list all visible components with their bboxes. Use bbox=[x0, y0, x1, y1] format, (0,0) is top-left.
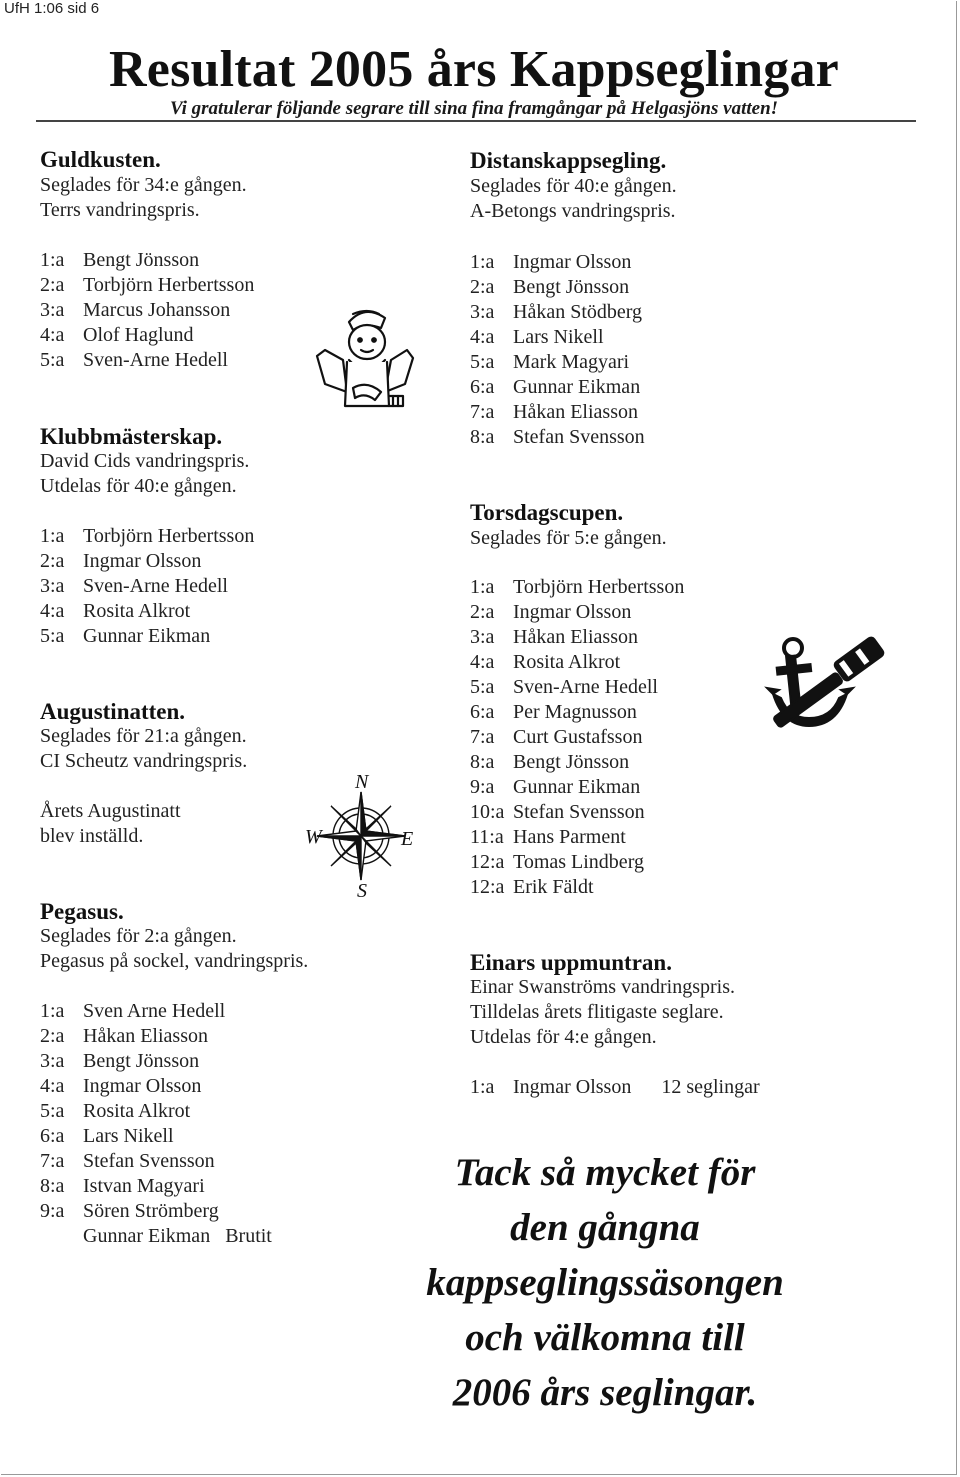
section-info: Seglades för 40:e gången. bbox=[470, 175, 677, 197]
result-place: 6:a bbox=[40, 1125, 65, 1147]
result-row bbox=[40, 574, 254, 599]
section-title-augustinatten: Augustinatten. bbox=[40, 699, 186, 724]
result-row bbox=[470, 400, 645, 425]
result-place: 4:a bbox=[40, 324, 65, 346]
result-row bbox=[40, 549, 254, 574]
result-name: Ingmar Olsson bbox=[83, 1075, 202, 1097]
result-place: 4:a bbox=[470, 326, 495, 348]
result-name: Bengt Jönsson bbox=[83, 1050, 200, 1072]
result-name: Erik Fäldt bbox=[513, 876, 594, 898]
section-note: Årets Augustinatt bbox=[40, 800, 181, 822]
result-row bbox=[40, 1049, 272, 1074]
closing-message bbox=[380, 1145, 830, 1420]
result-name: Gunnar Eikman Brutit bbox=[83, 1225, 272, 1247]
results-list-guldkusten bbox=[40, 248, 254, 373]
result-name: Ingmar Olsson bbox=[513, 251, 632, 273]
section-info: A-Betongs vandringspris. bbox=[470, 200, 676, 222]
result-place: 8:a bbox=[470, 751, 495, 773]
section-info: Seglades för 2:a gången. bbox=[40, 925, 237, 947]
result-place: 10:a bbox=[470, 801, 505, 823]
result-row bbox=[40, 348, 254, 373]
result-place: 6:a bbox=[470, 701, 495, 723]
result-row bbox=[470, 350, 645, 375]
result-name: Bengt Jönsson bbox=[513, 276, 630, 298]
result-place: 5:a bbox=[470, 351, 495, 373]
section-title-distanskappsegling: Distanskappsegling. bbox=[470, 148, 667, 173]
result-row bbox=[470, 1075, 760, 1100]
page-subtitle: Vi gratulerar följande segrare till sina fina framgångar på Helgasjöns vatten! bbox=[169, 98, 779, 119]
result-place: 1:a bbox=[40, 1000, 65, 1022]
result-row bbox=[40, 624, 254, 649]
result-name: Rosita Alkrot bbox=[83, 600, 191, 622]
section-info: Tilldelas årets flitigaste seglare. bbox=[470, 1001, 724, 1023]
result-name: Lars Nikell bbox=[513, 326, 604, 348]
result-name: Sven-Arne Hedell bbox=[83, 575, 228, 597]
result-place: 8:a bbox=[40, 1175, 65, 1197]
section-title-torsdagscupen: Torsdagscupen. bbox=[470, 500, 624, 525]
page-header-tag: UfH 1:06 sid 6 bbox=[4, 0, 100, 17]
result-place: 2:a bbox=[40, 550, 65, 572]
result-row bbox=[470, 800, 684, 825]
sailor-boy-illustration bbox=[315, 300, 415, 412]
result-row bbox=[40, 1174, 272, 1199]
result-row bbox=[470, 250, 645, 275]
result-row bbox=[40, 1124, 272, 1149]
result-row bbox=[470, 575, 684, 600]
result-place: 7:a bbox=[470, 401, 495, 423]
result-row bbox=[40, 1099, 272, 1124]
result-row bbox=[470, 325, 645, 350]
result-row bbox=[470, 625, 684, 650]
result-row bbox=[470, 775, 684, 800]
result-row bbox=[40, 323, 254, 348]
section-info: CI Scheutz vandringspris. bbox=[40, 750, 248, 772]
result-place: 12:a bbox=[470, 876, 505, 898]
result-place: 7:a bbox=[470, 726, 495, 748]
results-list-torsdagscupen bbox=[470, 575, 684, 900]
result-name: Tomas Lindberg bbox=[513, 851, 644, 873]
compass-west-label: W bbox=[305, 826, 322, 848]
result-name: Sören Strömberg bbox=[83, 1200, 219, 1222]
compass-south-label: S bbox=[357, 880, 367, 902]
closing-line: och välkomna till bbox=[465, 1316, 745, 1359]
section-info: David Cids vandringspris. bbox=[40, 450, 250, 472]
section-info: Utdelas för 4:e gången. bbox=[470, 1026, 657, 1048]
result-name: Mark Magyari bbox=[513, 351, 630, 373]
result-place: 6:a bbox=[470, 376, 495, 398]
result-row bbox=[470, 675, 684, 700]
result-place: 2:a bbox=[40, 274, 65, 296]
result-row bbox=[40, 999, 272, 1024]
result-place: 3:a bbox=[470, 301, 495, 323]
result-name: Torbjörn Herbertsson bbox=[513, 576, 685, 598]
result-row bbox=[470, 725, 684, 750]
result-name: Sven-Arne Hedell bbox=[513, 676, 658, 698]
result-row bbox=[40, 273, 254, 298]
result-name: Bengt Jönsson bbox=[513, 751, 630, 773]
result-name: Lars Nikell bbox=[83, 1125, 174, 1147]
result-place: 9:a bbox=[40, 1200, 65, 1222]
section-note: blev inställd. bbox=[40, 825, 144, 847]
result-row bbox=[470, 275, 645, 300]
result-name: Håkan Stödberg bbox=[513, 301, 643, 323]
section-title-guldkusten: Guldkusten. bbox=[40, 147, 161, 172]
result-name: Per Magnusson bbox=[513, 701, 637, 723]
section-title-klubbmasterskap: Klubbmästerskap. bbox=[40, 424, 223, 449]
result-place: 1:a bbox=[470, 251, 495, 273]
result-place: 7:a bbox=[40, 1150, 65, 1172]
result-place: 2:a bbox=[470, 601, 495, 623]
result-row bbox=[40, 524, 254, 549]
closing-line: den gångna bbox=[510, 1206, 700, 1249]
result-row bbox=[40, 248, 254, 273]
result-row bbox=[40, 298, 254, 323]
result-name: Torbjörn Herbertsson bbox=[83, 274, 255, 296]
section-title-pegasus: Pegasus. bbox=[40, 899, 124, 924]
result-place: 11:a bbox=[470, 826, 504, 848]
page-title: Resultat 2005 års Kappseglingar bbox=[109, 41, 839, 98]
section-info: Seglades för 21:a gången. bbox=[40, 725, 247, 747]
result-name: Sven Arne Hedell bbox=[83, 1000, 226, 1022]
result-place: 2:a bbox=[470, 276, 495, 298]
section-info: Terrs vandringspris. bbox=[40, 199, 200, 221]
result-place: 4:a bbox=[40, 600, 65, 622]
result-name: Rosita Alkrot bbox=[513, 651, 621, 673]
result-place: 5:a bbox=[40, 625, 65, 647]
section-title-einars-uppmuntran: Einars uppmuntran. bbox=[470, 950, 672, 975]
results-list-distanskappsegling bbox=[470, 250, 645, 450]
closing-line: kappseglingssäsongen bbox=[426, 1261, 784, 1304]
title-divider bbox=[36, 120, 916, 122]
result-name: Stefan Svensson bbox=[513, 801, 645, 823]
result-name: Stefan Svensson bbox=[513, 426, 645, 448]
closing-line: Tack så mycket för bbox=[454, 1151, 756, 1194]
result-place: 3:a bbox=[40, 299, 65, 321]
result-name: Olof Haglund bbox=[83, 324, 194, 346]
result-row bbox=[470, 425, 645, 450]
section-info: Seglades för 34:e gången. bbox=[40, 174, 247, 196]
result-row bbox=[470, 650, 684, 675]
result-row bbox=[470, 700, 684, 725]
result-name: Marcus Johansson bbox=[83, 299, 231, 321]
result-place: 4:a bbox=[40, 1075, 65, 1097]
result-name: Istvan Magyari bbox=[83, 1175, 205, 1197]
result-place: 9:a bbox=[470, 776, 495, 798]
result-name: Torbjörn Herbertsson bbox=[83, 525, 255, 547]
result-place: 8:a bbox=[470, 426, 495, 448]
section-info: Pegasus på sockel, vandringspris. bbox=[40, 950, 309, 972]
result-name: Håkan Eliasson bbox=[83, 1025, 208, 1047]
result-place: 1:a bbox=[40, 249, 65, 271]
result-row bbox=[470, 600, 684, 625]
result-name: Gunnar Eikman bbox=[513, 776, 641, 798]
result-row bbox=[470, 875, 684, 900]
result-row bbox=[40, 1199, 272, 1224]
result-name: Curt Gustafsson bbox=[513, 726, 643, 748]
result-place: 2:a bbox=[40, 1025, 65, 1047]
result-row bbox=[470, 300, 645, 325]
result-name: Ingmar Olsson bbox=[513, 601, 632, 623]
result-place: 5:a bbox=[40, 349, 65, 371]
result-row bbox=[470, 375, 645, 400]
closing-line: 2006 års seglingar. bbox=[452, 1371, 758, 1414]
result-name: Ingmar Olsson 12 seglingar bbox=[513, 1076, 760, 1098]
result-name: Ingmar Olsson bbox=[83, 550, 202, 572]
result-name: Bengt Jönsson bbox=[83, 249, 200, 271]
section-info: Seglades för 5:e gången. bbox=[470, 527, 667, 549]
result-place: 3:a bbox=[470, 626, 495, 648]
results-list-klubbmasterskap bbox=[40, 524, 254, 649]
result-row bbox=[470, 850, 684, 875]
compass-east-label: E bbox=[401, 828, 414, 850]
result-place: 3:a bbox=[40, 1050, 65, 1072]
result-row bbox=[40, 1074, 272, 1099]
result-row bbox=[470, 825, 684, 850]
result-name: Gunnar Eikman bbox=[513, 376, 641, 398]
section-info: Utdelas för 40:e gången. bbox=[40, 475, 237, 497]
result-place: 5:a bbox=[40, 1100, 65, 1122]
result-row bbox=[40, 1024, 272, 1049]
result-place: 5:a bbox=[470, 676, 495, 698]
results-list-pegasus bbox=[40, 999, 272, 1249]
compass-rose-illustration bbox=[305, 770, 420, 900]
result-name: Stefan Svensson bbox=[83, 1150, 215, 1172]
result-place: 3:a bbox=[40, 575, 65, 597]
section-info: Einar Swanströms vandringspris. bbox=[470, 976, 735, 998]
result-name: Hans Parment bbox=[513, 826, 626, 848]
result-name: Håkan Eliasson bbox=[513, 401, 638, 423]
result-name: Håkan Eliasson bbox=[513, 626, 638, 648]
result-place: 1:a bbox=[470, 576, 495, 598]
anchor-telescope-illustration bbox=[765, 630, 890, 730]
result-row bbox=[40, 599, 254, 624]
results-list-einars-uppmuntran bbox=[470, 1075, 760, 1100]
result-place: 1:a bbox=[470, 1076, 495, 1098]
result-row bbox=[40, 1224, 272, 1249]
result-row bbox=[470, 750, 684, 775]
result-place: 1:a bbox=[40, 525, 65, 547]
result-place: 4:a bbox=[470, 651, 495, 673]
result-place: 12:a bbox=[470, 851, 505, 873]
compass-north-label: N bbox=[355, 771, 369, 793]
result-row bbox=[40, 1149, 272, 1174]
result-name: Rosita Alkrot bbox=[83, 1100, 191, 1122]
result-name: Sven-Arne Hedell bbox=[83, 349, 228, 371]
result-name: Gunnar Eikman bbox=[83, 625, 211, 647]
